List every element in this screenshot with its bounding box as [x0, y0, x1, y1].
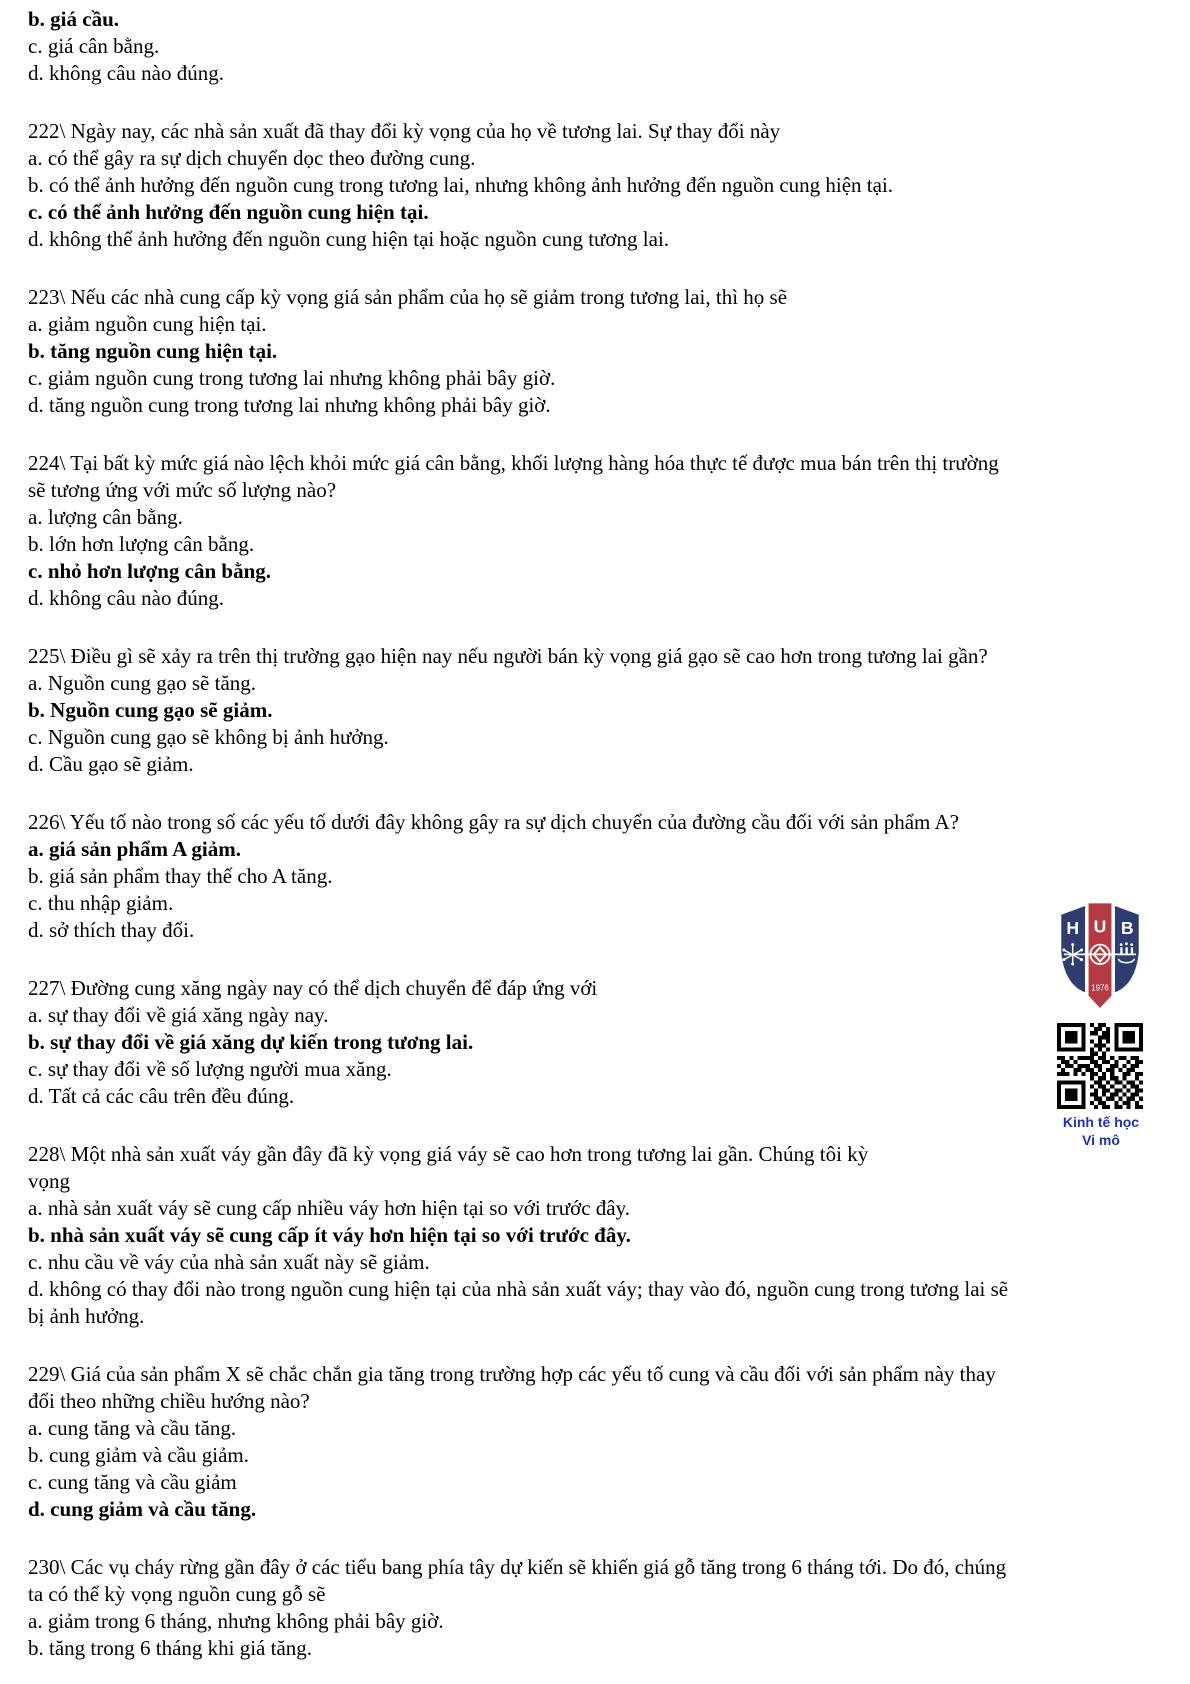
document-line: b. Nguồn cung gạo sẽ giảm. [28, 698, 273, 722]
blank-line [28, 1110, 1178, 1141]
qr-caption-line2: Vi mô [1082, 1132, 1120, 1148]
document-line: c. nhỏ hơn lượng cân bằng. [28, 559, 272, 583]
document-line: a. có thể gây ra sự dịch chuyển dọc theo đường cung. [28, 146, 476, 170]
document-line: d. không câu nào đúng. [28, 586, 224, 610]
document-line: c. có thể ảnh hưởng đến nguồn cung hiện tại. [28, 200, 429, 224]
blank-line [28, 419, 1178, 450]
document-line: sẽ tương ứng với mức số lượng nào? [28, 478, 337, 502]
document-line: 225\ Điều gì sẽ xảy ra trên thị trường gạo hiện nay nếu người bán kỳ vọng giá gạo sẽ cao hơn trong tương lai gần? [28, 644, 988, 668]
document-line: b. lớn hơn lượng cân bằng. [28, 532, 255, 556]
document-line: b. sự thay đổi về giá xăng dự kiến trong tương lai. [28, 1030, 474, 1054]
document-line: b. cung giảm và cầu giảm. [28, 1443, 250, 1467]
document-line: 226\ Yếu tố nào trong số các yếu tố dưới đây không gây ra sự dịch chuyển của đường cầu đối với sản phẩm A? [28, 810, 959, 834]
document-line: c. Nguồn cung gạo sẽ không bị ảnh hưởng. [28, 725, 389, 749]
document-line: 228\ Một nhà sản xuất váy gần đây đã kỳ vọng giá váy sẽ cao hơn trong tương lai gần. Chúng tôi kỳ [28, 1142, 869, 1166]
document-line: d. không có thay đổi nào trong nguồn cung hiện tại của nhà sản xuất váy; thay vào đó, nguồn cung trong tương lai sẽ [28, 1277, 1009, 1301]
document-line: b. giá sản phẩm thay thế cho A tăng. [28, 864, 333, 888]
document-line: ta có thể kỳ vọng nguồn cung gỗ sẽ [28, 1582, 326, 1606]
document-line: a. cung tăng và cầu tăng. [28, 1416, 237, 1440]
document-line: c. giảm nguồn cung trong tương lai nhưng không phải bây giờ. [28, 366, 556, 390]
document-line: d. không câu nào đúng. [28, 61, 224, 85]
hub-logo-icon [1056, 895, 1144, 1019]
document-line: 229\ Giá của sản phẩm X sẽ chắc chắn gia tăng trong trường hợp các yếu tố cung và cầu đối với sản phẩm này thay [28, 1362, 996, 1386]
blank-line [28, 612, 1178, 643]
document-line: c. giá cân bằng. [28, 34, 160, 58]
document-line: a. giảm nguồn cung hiện tại. [28, 312, 267, 336]
document-line: b. tăng nguồn cung hiện tại. [28, 339, 278, 363]
document-line: b. tăng trong 6 tháng khi giá tăng. [28, 1636, 313, 1660]
document-line: a. giảm trong 6 tháng, nhưng không phải bây giờ. [28, 1609, 444, 1633]
document-line: bị ảnh hưởng. [28, 1304, 145, 1328]
document-line: b. nhà sản xuất váy sẽ cung cấp ít váy hơn hiện tại so với trước đây. [28, 1223, 631, 1247]
document-line: đổi theo những chiều hướng nào? [28, 1389, 310, 1413]
branding-figure [1056, 895, 1146, 1150]
document-line: d. Cầu gạo sẽ giảm. [28, 752, 194, 776]
document-line: d. Tất cả các câu trên đều đúng. [28, 1084, 295, 1108]
qr-code [1057, 1023, 1143, 1109]
logo-letter-b: B [1120, 918, 1134, 939]
document-line: d. cung giảm và cầu tăng. [28, 1497, 257, 1521]
blank-line [28, 1330, 1178, 1361]
qr-caption-line1: Kinh tế học [1062, 1114, 1140, 1130]
blank-line [28, 87, 1178, 118]
document-line: vọng [28, 1169, 70, 1193]
document-line: a. Nguồn cung gạo sẽ tăng. [28, 671, 257, 695]
document-line: d. tăng nguồn cung trong tương lai nhưng không phải bây giờ. [28, 393, 551, 417]
document-line: c. sự thay đổi về số lượng người mua xăng. [28, 1057, 392, 1081]
blank-line [28, 778, 1178, 809]
document-line: c. thu nhập giảm. [28, 891, 174, 915]
blank-line [28, 1523, 1178, 1554]
document-line: a. nhà sản xuất váy sẽ cung cấp nhiều váy hơn hiện tại so với trước đây. [28, 1196, 630, 1220]
logo-year: 1976 [1091, 983, 1109, 993]
blank-line [28, 944, 1178, 975]
logo-letter-h: H [1066, 918, 1080, 939]
document-line: 230\ Các vụ cháy rừng gần đây ở các tiểu bang phía tây dự kiến sẽ khiến giá gỗ tăng trong 6 tháng tới. Do đó, chúng [28, 1555, 1007, 1579]
document-line: b. giá cầu. [28, 7, 120, 31]
document-line: 223\ Nếu các nhà cung cấp kỳ vọng giá sản phẩm của họ sẽ giảm trong tương lai, thì họ sẽ [28, 285, 788, 309]
question-list [28, 6, 1178, 1662]
document-line: c. nhu cầu về váy của nhà sản xuất này sẽ giảm. [28, 1250, 430, 1274]
document-line: d. không thể ảnh hưởng đến nguồn cung hiện tại hoặc nguồn cung tương lai. [28, 227, 670, 251]
document-line: 224\ Tại bất kỳ mức giá nào lệch khỏi mức giá cân bằng, khối lượng hàng hóa thực tế được mua bán trên thị trường [28, 451, 999, 475]
blank-line [28, 253, 1178, 284]
hub-shield-icon [1056, 895, 1144, 1019]
document-line: d. sở thích thay đổi. [28, 918, 195, 942]
document-line: c. cung tăng và cầu giảm [28, 1470, 237, 1494]
document-line: b. có thể ảnh hưởng đến nguồn cung trong tương lai, nhưng không ảnh hưởng đến nguồn cung hiện tại. [28, 173, 894, 197]
document-line: a. lượng cân bằng. [28, 505, 183, 529]
document-line: a. giá sản phẩm A giảm. [28, 837, 241, 861]
document-line: 227\ Đường cung xăng ngày nay có thể dịch chuyển để đáp ứng với [28, 976, 598, 1000]
logo-letter-u: U [1093, 916, 1107, 937]
document-line: 222\ Ngày nay, các nhà sản xuất đã thay đổi kỳ vọng của họ về tương lai. Sự thay đổi này [28, 119, 781, 143]
document-line: a. sự thay đổi về giá xăng ngày nay. [28, 1003, 329, 1027]
